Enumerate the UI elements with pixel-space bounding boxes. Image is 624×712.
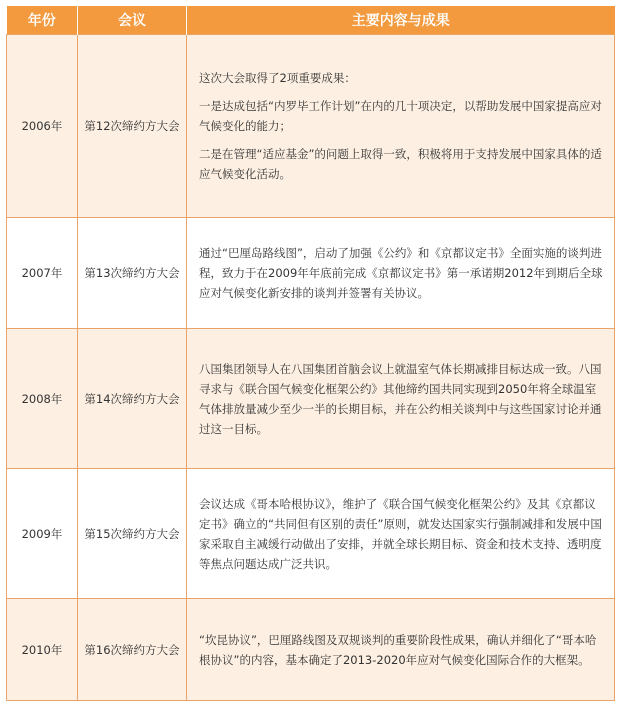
content-text: 通过“巴厘岛路线图”，启动了加强《公约》和《京都议定书》全面实施的谈判进程，致力于在2009年年底前完成《京都议定书》第一承诺期2012年到期后全球应对气候变化新安排的谈判并签署有关协议。 <box>199 246 603 300</box>
content-cell <box>187 35 615 218</box>
header-year: 年份 <box>7 6 78 35</box>
year-cell: 2006年 <box>7 35 78 218</box>
meeting-cell: 第14次缔约方大会 <box>78 329 187 469</box>
content-cell <box>187 329 615 469</box>
content-cell <box>187 218 615 329</box>
content-cell <box>187 469 615 599</box>
table-row <box>7 35 615 218</box>
content-cell <box>187 599 615 701</box>
meeting-cell: 第16次缔约方大会 <box>78 599 187 701</box>
header-meeting: 会议 <box>78 6 187 35</box>
year-cell: 2010年 <box>7 599 78 701</box>
climate-conference-table-container <box>6 6 614 701</box>
content-text: “坎昆协议”，巴厘路线图及双规谈判的重要阶段性成果，确认并细化了“哥本哈根协议”的内容，基本确定了2013-2020年应对气候变化国际合作的大框架。 <box>199 632 597 667</box>
table-row <box>7 218 615 329</box>
content-text: 二是在管理“适应基金”的问题上取得一致，积极将用于支持发展中国家具体的适应气候变化活动。 <box>199 147 602 181</box>
year-cell: 2007年 <box>7 218 78 329</box>
table-row <box>7 329 615 469</box>
content-text: 这次大会取得了2项重要成果： <box>199 71 356 85</box>
meeting-cell: 第12次缔约方大会 <box>78 35 187 218</box>
climate-conference-table <box>6 6 615 701</box>
meeting-cell: 第13次缔约方大会 <box>78 218 187 329</box>
content-text: 八国集团领导人在八国集团首脑会议上就温室气体长期减排目标达成一致。八国寻求与《联合国气候变化框架公约》其他缔约国共同实现到2050年将全球温室气体排放量减少至少一半的长期目标，并在公约相关谈判中与这些国家讨论并通过这一目标。 <box>199 361 602 436</box>
year-cell: 2009年 <box>7 469 78 599</box>
table-header-row <box>7 6 615 35</box>
content-text: 会议达成《哥本哈根协议》，维护了《联合国气候变化框架公约》及其《京都议定书》确立的“共同但有区别的责任”原则，就发达国家实行强制减排和发展中国家采取自主减缓行动做出了安排，并就全球长期目标、资金和技术支持、透明度等焦点问题达成广泛共识。 <box>199 496 602 571</box>
year-cell: 2008年 <box>7 329 78 469</box>
meeting-cell: 第15次缔约方大会 <box>78 469 187 599</box>
content-text: 一是达成包括“内罗毕工作计划”在内的几十项决定，以帮助发展中国家提高应对气候变化的能力； <box>199 99 602 133</box>
table-row <box>7 469 615 599</box>
table-row <box>7 599 615 701</box>
header-content: 主要内容与成果 <box>187 6 615 35</box>
